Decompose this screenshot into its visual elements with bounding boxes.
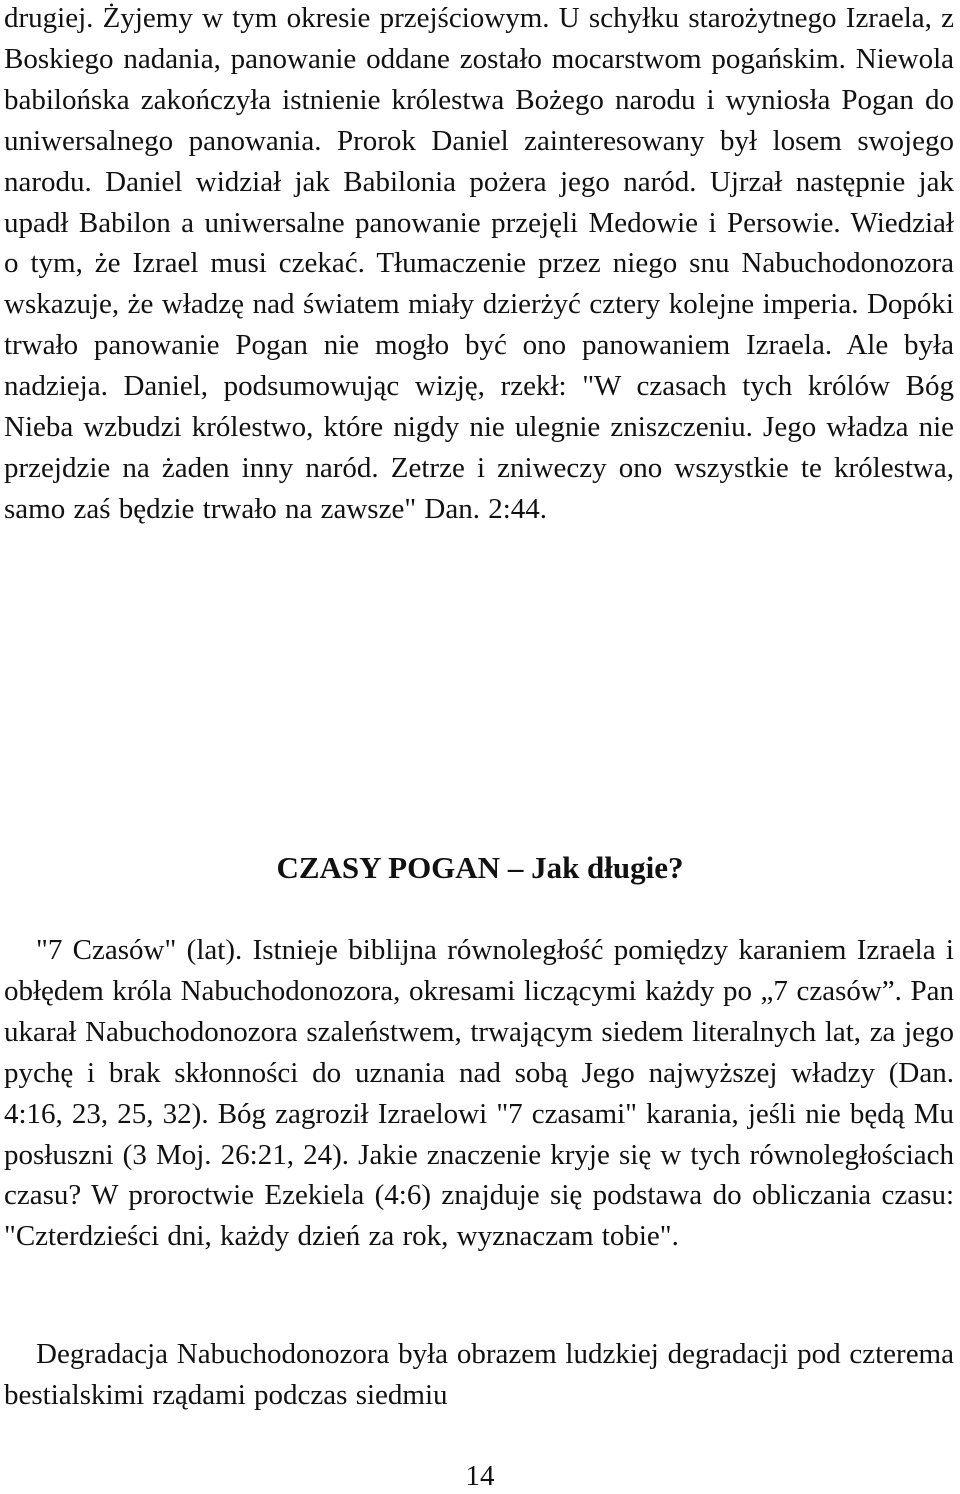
section-heading: CZASY POGAN – Jak długie? — [276, 850, 684, 885]
body-paragraph: Degradacja Nabuchodonozora była obrazem ludzkiej degradacji pod czterema bestialskimi rządami podczas siedmiu — [4, 1338, 954, 1411]
body-paragraph: drugiej. Żyjemy w tym okresie przejściowym. U schyłku starożytnego Izraela, z Boskiego nadania, panowanie oddane zostało mocarstwom pogańskim. Niewola babilońska zakończyła istnienie królestwa Bożego narodu i wyniosła Pogan do uniwersalnego panowania. Prorok Daniel zainteresowany był losem swojego narodu. Daniel widział jak Babilonia pożera jego naród. Ujrzał następnie jak upadł Babilon a uniwersalne panowanie przejęli Medowie i Persowie. Wiedział o tym, że Izrael musi czekać. Tłumaczenie przez niego snu Nabuchodonozora wskazuje, że władzę nad światem miały dzierżyć cztery kolejne imperia. Dopóki trwało panowanie Pogan nie mogło być ono panowaniem Izraela. Ale była nadzieja. Daniel, podsumowując wizję, rzekł: "W czasach tych królów Bóg Nieba wzbudzi królestwo, które nigdy nie ulegnie zniszczeniu. Jego władza nie przejdzie na żaden inny naród. Zetrze i zniweczy ono wszystkie te królestwa, samo zaś będzie trwało na zawsze" Dan. 2:44. — [4, 2, 954, 525]
body-paragraph: "7 Czasów" (lat). Istnieje biblijna równoległość pomiędzy karaniem Izraela i obłędem króla Nabuchodonozora, okresami liczącymi każdy po „7 czasów”. Pan ukarał Nabuchodonozora szaleństwem, trwającym siedem literalnych lat, za jego pychę i brak skłonności do uznania nad sobą Jego najwyższej władzy (Dan. 4:16, 23, 25, 32). Bóg zagroził Izraelowi "7 czasami" karania, jeśli nie będą Mu posłuszni (3 Moj. 26:21, 24). Jakie znaczenie kryje się w tych równoległościach czasu? W proroctwie Ezekiela (4:6) znajduje się podstawa do obliczania czasu: "Czterdzieści dni, każdy dzień za rok, wyznaczam tobie". — [4, 934, 954, 1253]
page-number: 14 — [465, 1460, 495, 1492]
